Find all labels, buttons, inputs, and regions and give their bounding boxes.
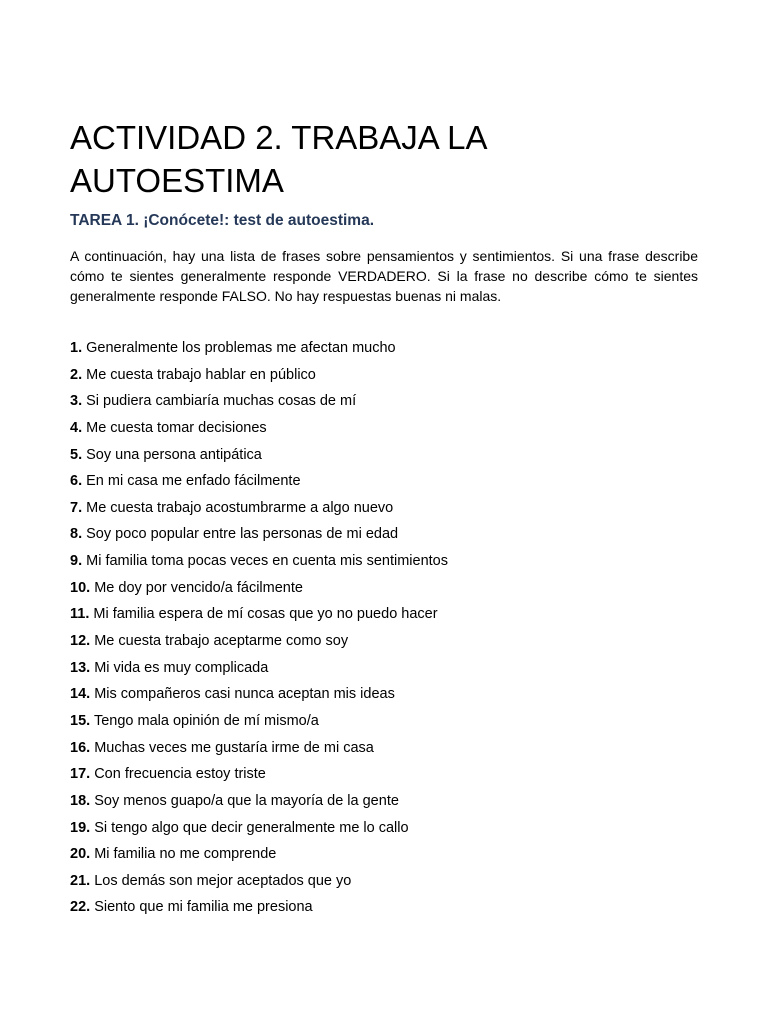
item-text: Mi familia toma pocas veces en cuenta mis sentimientos xyxy=(86,553,448,570)
list-item xyxy=(70,604,698,631)
item-text: Me doy por vencido/a fácilmente xyxy=(94,579,303,596)
item-number: 1. xyxy=(70,340,83,356)
item-text: Con frecuencia estoy triste xyxy=(94,766,266,783)
item-number: 22. xyxy=(70,899,91,916)
list-item xyxy=(70,711,698,738)
item-number: 11. xyxy=(70,606,90,623)
item-number: 10. xyxy=(70,579,91,596)
item-number: 14. xyxy=(70,686,91,703)
item-number: 6. xyxy=(70,473,83,490)
item-number: 2. xyxy=(70,366,83,383)
list-item xyxy=(70,658,698,685)
list-item xyxy=(70,631,698,658)
item-text: Si tengo algo que decir generalmente me lo callo xyxy=(94,819,409,836)
list-item xyxy=(70,498,698,525)
list-item xyxy=(70,818,698,845)
item-text: Soy menos guapo/a que la mayoría de la gente xyxy=(94,792,399,809)
item-text: Tengo mala opinión de mí mismo/a xyxy=(93,712,319,729)
item-text: Me cuesta trabajo hablar en público xyxy=(86,366,316,383)
item-text: Mi vida es muy complicada xyxy=(94,659,269,676)
list-item xyxy=(70,738,698,765)
item-text: Mis compañeros casi nunca aceptan mis ideas xyxy=(94,686,395,703)
item-text: Me cuesta tomar decisiones xyxy=(86,419,267,436)
document-title: ACTIVIDAD 2. TRABAJA LA AUTOESTIMA xyxy=(70,119,486,199)
item-number: 21. xyxy=(70,872,91,889)
item-number: 7. xyxy=(70,499,83,516)
item-text: Mi familia espera de mí cosas que yo no puedo hacer xyxy=(93,606,438,623)
item-text: Si pudiera cambiaría muchas cosas de mí xyxy=(86,393,357,410)
item-number: 13. xyxy=(70,659,91,676)
item-text: Me cuesta trabajo acostumbrarme a algo nuevo xyxy=(86,499,394,516)
item-text: Soy poco popular entre las personas de mi edad xyxy=(86,526,399,543)
item-number: 20. xyxy=(70,846,91,863)
item-number: 15. xyxy=(70,712,91,729)
list-item xyxy=(70,418,698,445)
item-text: Muchas veces me gustaría irme de mi casa xyxy=(94,739,374,756)
list-item xyxy=(70,871,698,898)
item-text: Generalmente los problemas me afectan mucho xyxy=(86,340,396,356)
list-item xyxy=(70,445,698,472)
item-text: Los demás son mejor aceptados que yo xyxy=(94,872,352,889)
item-number: 5. xyxy=(70,446,83,463)
list-item xyxy=(70,791,698,818)
list-item xyxy=(70,684,698,711)
item-number: 18. xyxy=(70,792,91,809)
task-subtitle: TAREA 1. ¡Conócete!: test de autoestima. xyxy=(70,212,375,229)
list-item xyxy=(70,844,698,871)
item-number: 16. xyxy=(70,739,91,756)
list-item xyxy=(70,365,698,392)
list-item xyxy=(70,524,698,551)
item-number: 4. xyxy=(70,419,83,436)
item-number: 12. xyxy=(70,633,91,650)
list-item xyxy=(70,391,698,418)
statement-list xyxy=(70,338,698,924)
list-item xyxy=(70,471,698,498)
item-text: En mi casa me enfado fácilmente xyxy=(86,473,301,490)
list-item xyxy=(70,764,698,791)
list-item xyxy=(70,551,698,578)
list-item xyxy=(70,578,698,605)
instructions-paragraph: A continuación, hay una lista de frases sobre pensamientos y sentimientos. Si una frase describe cómo te sientes generalmente responde VERDADERO. Si la frase no describe cómo te sientes generalmente responde FALSO. No hay respuestas buenas ni malas. xyxy=(70,248,698,304)
list-item xyxy=(70,338,698,365)
item-number: 8. xyxy=(70,526,83,543)
item-text: Me cuesta trabajo aceptarme como soy xyxy=(94,633,349,650)
item-number: 19. xyxy=(70,819,91,836)
item-text: Mi familia no me comprende xyxy=(94,846,277,863)
list-item xyxy=(70,897,698,924)
item-number: 3. xyxy=(70,393,83,410)
item-text: Siento que mi familia me presiona xyxy=(94,899,313,916)
item-text: Soy una persona antipática xyxy=(86,446,262,463)
item-number: 17. xyxy=(70,766,91,783)
item-number: 9. xyxy=(70,553,83,570)
